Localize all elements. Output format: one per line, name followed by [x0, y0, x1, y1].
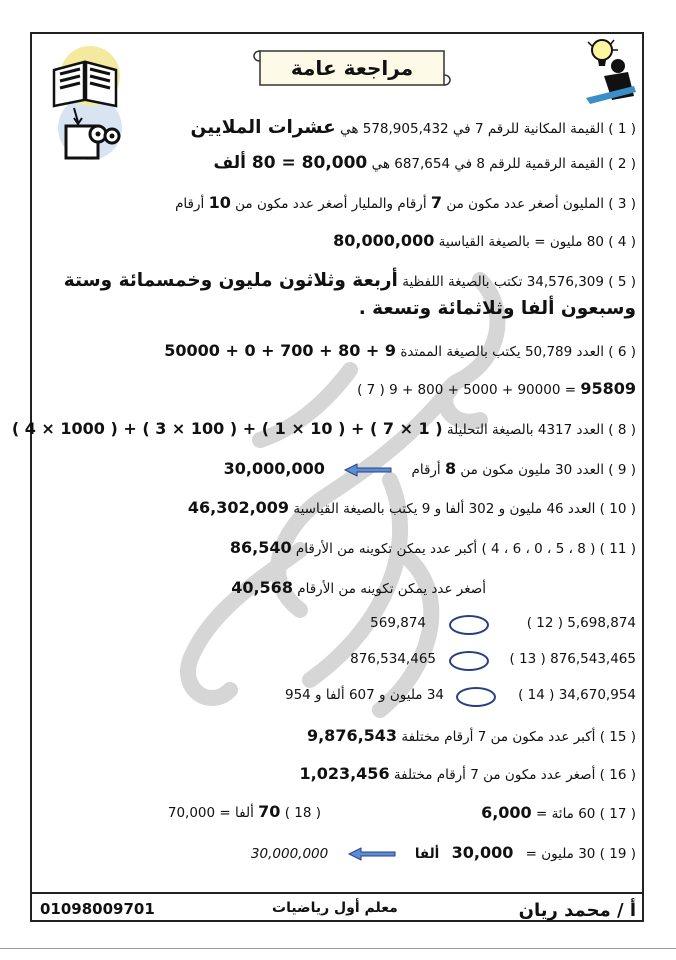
question-19-answer: 30,000 [451, 843, 514, 862]
question-18-bold: 70 [258, 802, 281, 821]
question-16-text: ( 16 ) أصغر عدد مكون من 7 أرقام مختلفة [393, 767, 636, 783]
question-18 [168, 802, 321, 821]
question-11-text: ( 11 ) ( 8 ، 5 ، 0 ، 6 ، 4 ) أكبر عدد يمكن تكوينه من الأرقام [295, 541, 636, 557]
question-11-smallest-answer: 40,568 [231, 578, 293, 597]
question-10-answer: 46,302,009 [187, 498, 290, 517]
question-2 [214, 152, 636, 175]
question-11-answer: 86,540 [229, 538, 292, 557]
question-5-answer-line-1: أربعة وثلاثون مليون وخمسمائة وستة [63, 270, 398, 291]
question-19-unit: ألفا [414, 846, 440, 862]
question-9-number: 8 [444, 459, 457, 478]
question-5 [64, 270, 636, 293]
question-15-text: ( 15 ) أكبر عدد مكون من 7 أرقام مختلفة [401, 729, 636, 745]
question-14-left: 34 مليون و 607 ألفا و 954 [284, 687, 444, 703]
question-9 [224, 458, 636, 481]
teacher-name: أ / محمد ريان [518, 900, 636, 921]
question-1-answer: عشرات الملايين [190, 117, 336, 138]
question-9-text: ( 9 ) العدد 30 مليون مكون من [460, 462, 636, 478]
question-5-text: ( 5 ) 34,576,309 تكتب بالصيغة اللفظية [402, 274, 636, 290]
question-13-left: 876,534,465 [350, 651, 436, 667]
question-17 [481, 802, 636, 825]
question-13-right: ( 13 ) 876,543,465 [509, 651, 636, 667]
question-18-number: ( 18 ) [284, 805, 321, 821]
question-5-answer-line-2: وسبعون ألفا وثلاثمائة وتسعة . [358, 298, 636, 319]
title-banner [252, 47, 452, 89]
question-10-text: ( 10 ) العدد 46 مليون و 302 ألفا و 9 يكتب بالصيغة القياسية [293, 501, 636, 517]
phone-number: 01098009701 [40, 900, 155, 918]
question-12-right: ( 12 ) 5,698,874 [526, 615, 636, 631]
question-7-text: ( 7 ) 9 + 800 + 5000 + 90000 = [357, 382, 577, 398]
question-4-answer: 80,000,000 [333, 231, 435, 250]
question-19 [251, 842, 636, 865]
question-19-result: 30,000,000 [250, 846, 329, 862]
question-7-answer: 95809 [580, 379, 636, 398]
question-11-smallest-text: أصغر عدد يمكن تكوينه من الأرقام [297, 581, 486, 597]
question-7 [357, 378, 636, 401]
question-9-tail: أرقام [411, 462, 441, 478]
page-title: مراجعة عامة [290, 56, 414, 80]
question-1 [191, 117, 636, 140]
arrow-left-icon [347, 847, 397, 861]
comparison-oval-14[interactable] [456, 687, 496, 707]
question-18-text: ألفا = 70,000 [167, 805, 254, 821]
question-4-text: ( 4 ) 80 مليون = بالصيغة القياسية [438, 234, 636, 250]
comparison-oval-12[interactable] [449, 615, 489, 635]
question-16 [299, 763, 636, 786]
comparison-oval-13[interactable] [449, 651, 489, 671]
question-8-answer: ( 4 × 1000 ) + ( 3 × 100 ) + ( 1 × 10 ) + ( 7 × 1 ) [11, 419, 443, 438]
question-3 [175, 192, 636, 215]
question-10 [188, 497, 636, 520]
footer-divider [30, 892, 644, 894]
question-2-text: ( 2 ) القيمة الرقمية للرقم 8 في 687,654 هي [371, 156, 636, 172]
question-8-text: ( 8 ) العدد 4317 بالصيغة التحليلة [446, 422, 636, 438]
question-19-text: ( 19 ) 30 مليون = [525, 846, 636, 862]
question-5-continued [359, 298, 636, 321]
question-17-text: ( 17 ) 60 مائة = [535, 806, 636, 822]
question-3-text: ( 3 ) المليون أصغر عدد مكون من [446, 196, 636, 212]
question-2-answer: 80,000 = 80 ألف [213, 153, 368, 173]
question-3-tail: أرقام [175, 196, 205, 212]
question-16-answer: 1,023,456 [299, 764, 390, 783]
question-8 [12, 418, 636, 441]
lightbulb-thinker-logo-icon [584, 36, 638, 108]
question-15-answer: 9,876,543 [306, 726, 398, 745]
question-12-left: 569,874 [370, 615, 426, 631]
question-3-number-2: 10 [208, 193, 231, 212]
question-4 [333, 230, 636, 253]
question-6 [164, 340, 636, 363]
question-6-answer: 50000 + 0 + 700 + 80 + 9 [164, 341, 397, 360]
page-bottom-rule [0, 948, 676, 949]
teacher-role: معلم أول رياضيات [272, 900, 398, 916]
arrow-left-icon [343, 463, 393, 477]
question-11 [230, 537, 636, 560]
question-9-answer: 30,000,000 [223, 459, 325, 478]
question-15 [307, 725, 636, 748]
book-owl-logo-icon [44, 40, 126, 168]
question-17-answer: 6,000 [481, 803, 532, 822]
question-3-middle: أرقام والمليار أصغر عدد مكون من [235, 196, 427, 212]
question-11-smallest [231, 577, 486, 600]
question-6-text: ( 6 ) العدد 50,789 يكتب بالصيغة الممتدة [400, 344, 636, 360]
question-1-text: ( 1 ) القيمة المكانية للرقم 7 في 578,905,432 هي [340, 121, 636, 137]
question-3-number-1: 7 [430, 193, 443, 212]
watermark-text: محمد ريان [150, 235, 221, 254]
question-14-right: ( 14 ) 34,670,954 [518, 687, 636, 703]
